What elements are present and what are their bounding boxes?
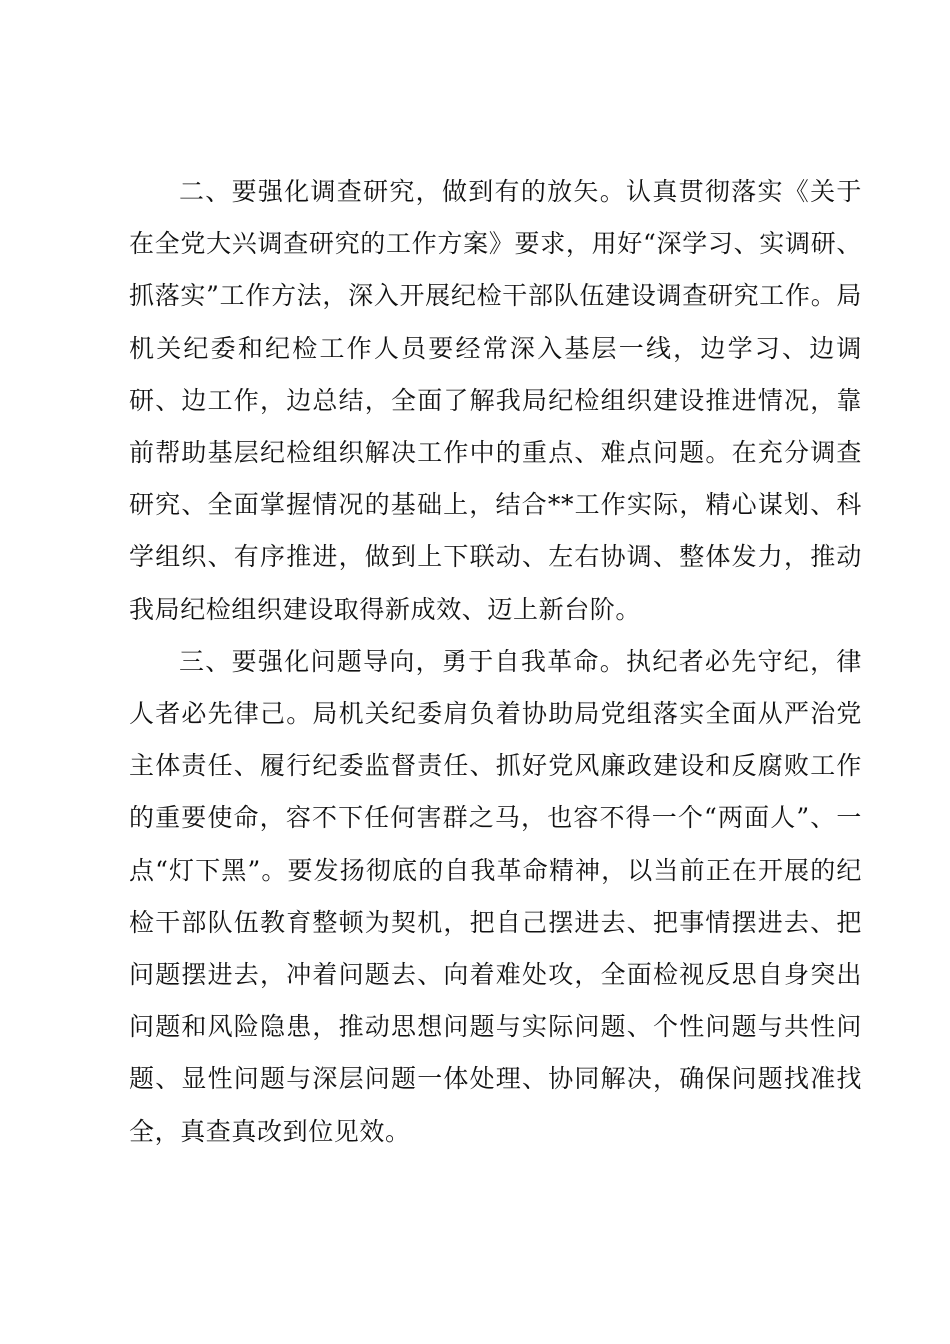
paragraph-problem-orientation: 三、要强化问题导向，勇于自我革命。执纪者必先守纪，律人者必先律己。局机关纪委肩负着协助局党组落实全面从严治党主体责任、履行纪委监督责任、抓好党风廉政建设和反腐败工作的重要使命，容不下任何害群之马，也容不得一个“两面人”、一点“灯下黑”。要发扬彻底的自我革命精神，以当前正在开展的纪检干部队伍教育整顿为契机，把自己摆进去、把事情摆进去、把问题摆进去，冲着问题去、向着难处攻，全面检视反思自身突出问题和风险隐患，推动思想问题与实际问题、个性问题与共性问题、显性问题与深层问题一体处理、协同解决，确保问题找准找全，真查真改到位见效。 — [129, 646, 862, 1146]
document-body — [129, 166, 862, 1158]
paragraph-investigation-research: 二、要强化调查研究，做到有的放矢。认真贯彻落实《关于在全党大兴调查研究的工作方案》要求，用好“深学习、实调研、抓落实”工作方法，深入开展纪检干部队伍建设调查研究工作。局机关纪委和纪检工作人员要经常深入基层一线，边学习、边调研、边工作，边总结，全面了解我局纪检组织建设推进情况，靠前帮助基层纪检组织解决工作中的重点、难点问题。在充分调查研究、全面掌握情况的基础上，结合**工作实际，精心谋划、科学组织、有序推进，做到上下联动、左右协调、整体发力，推动我局纪检组织建设取得新成效、迈上新台阶。 — [129, 177, 862, 624]
